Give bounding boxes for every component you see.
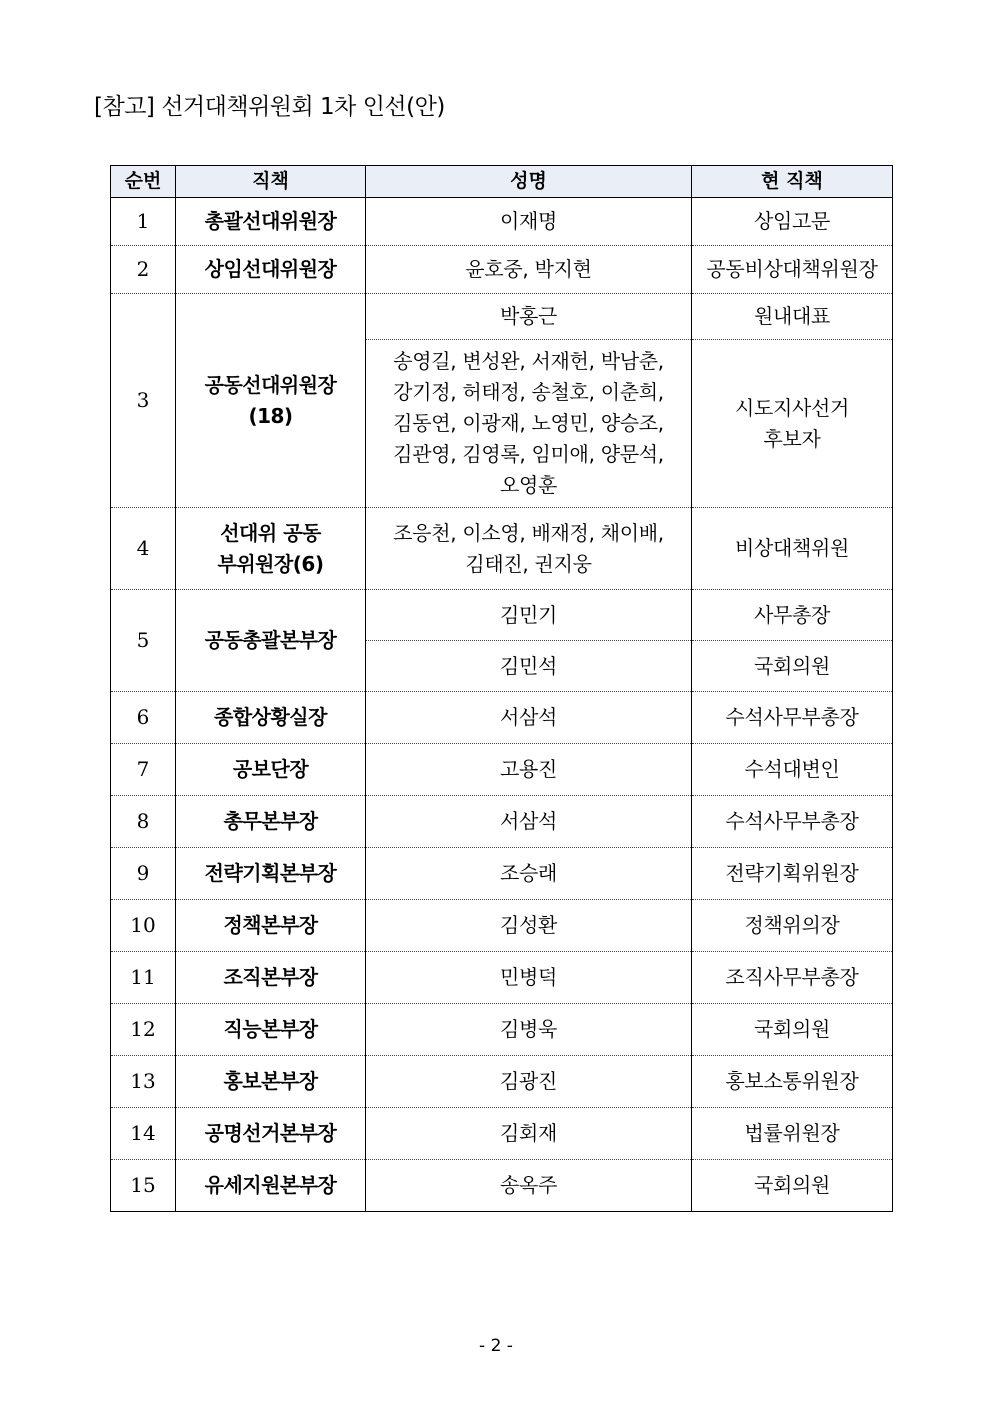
row-number: 14 <box>111 1108 176 1160</box>
row-number: 12 <box>111 1004 176 1056</box>
row-current-position: 정책위의장 <box>692 900 893 952</box>
row-number: 6 <box>111 692 176 744</box>
row-current-position: 공동비상대책위원장 <box>692 246 893 294</box>
table-row <box>111 294 893 340</box>
row-name: 김광진 <box>366 1056 692 1108</box>
current-line: 후보자 <box>763 426 821 451</box>
name-line: 오영훈 <box>499 473 558 497</box>
row-position: 공명선거본부장 <box>176 1108 366 1160</box>
row-number: 13 <box>111 1056 176 1108</box>
row-name: 김성환 <box>366 900 692 952</box>
row-position: 종합상황실장 <box>176 692 366 744</box>
table-header-row <box>111 166 893 198</box>
row-position: 총무본부장 <box>176 796 366 848</box>
row-name: 이재명 <box>366 198 692 246</box>
row-current-position: 상임고문 <box>692 198 893 246</box>
row-current-position: 국회의원 <box>692 1004 893 1056</box>
row-position: 상임선대위원장 <box>176 246 366 294</box>
row-position: 공동총괄본부장 <box>176 590 366 692</box>
table-row <box>111 1004 893 1056</box>
table-row <box>111 1108 893 1160</box>
row-position: 홍보본부장 <box>176 1056 366 1108</box>
row-position-line: 선대위 공동 <box>220 520 321 545</box>
row-name: 윤호중, 박지현 <box>366 246 692 294</box>
row-name: 민병덕 <box>366 952 692 1004</box>
row-current-position: 법률위원장 <box>692 1108 893 1160</box>
table-row <box>111 1056 893 1108</box>
row-name: 고용진 <box>366 744 692 796</box>
page-title: [참고] 선거대책위원회 1차 인선(안) <box>94 94 445 120</box>
row-position: 공보단장 <box>176 744 366 796</box>
row-name: 조승래 <box>366 848 692 900</box>
table-row <box>111 246 893 294</box>
row-name: 김병욱 <box>366 1004 692 1056</box>
row-number: 5 <box>111 590 176 692</box>
row-name: 박홍근 <box>366 294 692 340</box>
row-current-position: 사무총장 <box>692 590 893 641</box>
table-row <box>111 900 893 952</box>
name-line: 김태진, 권지웅 <box>465 551 592 576</box>
name-line: 강기정, 허태정, 송철호, 이춘희, <box>393 380 664 404</box>
name-line: 송영길, 변성완, 서재헌, 박남춘, <box>393 349 664 373</box>
row-number: 2 <box>111 246 176 294</box>
row-name-list <box>366 340 692 508</box>
row-position-line: (18) <box>248 403 293 428</box>
row-position <box>176 508 366 590</box>
row-position: 조직본부장 <box>176 952 366 1004</box>
row-position-line: 공동선대위원장 <box>204 372 337 397</box>
row-current-position: 수석사무부총장 <box>692 692 893 744</box>
row-current-position: 홍보소통위원장 <box>692 1056 893 1108</box>
row-current-position: 원내대표 <box>692 294 893 340</box>
table-row <box>111 848 893 900</box>
row-position: 직능본부장 <box>176 1004 366 1056</box>
table-row <box>111 796 893 848</box>
table-row <box>111 744 893 796</box>
row-number: 11 <box>111 952 176 1004</box>
table-row <box>111 590 893 641</box>
row-position: 정책본부장 <box>176 900 366 952</box>
row-number: 7 <box>111 744 176 796</box>
row-position: 총괄선대위원장 <box>176 198 366 246</box>
row-current-position: 수석대변인 <box>692 744 893 796</box>
header-position: 직책 <box>176 166 366 198</box>
table-row <box>111 198 893 246</box>
header-number: 순번 <box>111 166 176 198</box>
row-position-line: 부위원장(6) <box>217 551 324 576</box>
row-number: 10 <box>111 900 176 952</box>
row-number: 3 <box>111 294 176 508</box>
row-name: 김회재 <box>366 1108 692 1160</box>
row-number: 9 <box>111 848 176 900</box>
row-current-position: 조직사무부총장 <box>692 952 893 1004</box>
row-current-position: 전략기획위원장 <box>692 848 893 900</box>
row-name: 김민기 <box>366 590 692 641</box>
page-number: - 2 - <box>479 1336 513 1356</box>
row-name-list <box>366 508 692 590</box>
row-position: 유세지원본부장 <box>176 1160 366 1212</box>
row-number: 1 <box>111 198 176 246</box>
row-current-position: 국회의원 <box>692 1160 893 1212</box>
row-current-position <box>692 340 893 508</box>
appointment-table <box>110 165 893 1212</box>
name-line: 김관영, 김영록, 임미애, 양문석, <box>393 442 664 466</box>
name-line: 조응천, 이소영, 배재정, 채이배, <box>393 520 664 545</box>
row-current-position: 비상대책위원 <box>692 508 893 590</box>
table-row <box>111 692 893 744</box>
name-line: 김동연, 이광재, 노영민, 양승조, <box>393 411 664 435</box>
header-name: 성명 <box>366 166 692 198</box>
row-name: 서삼석 <box>366 796 692 848</box>
row-position: 전략기획본부장 <box>176 848 366 900</box>
row-number: 8 <box>111 796 176 848</box>
row-number: 15 <box>111 1160 176 1212</box>
row-name: 김민석 <box>366 641 692 692</box>
table-row <box>111 508 893 590</box>
row-name: 서삼석 <box>366 692 692 744</box>
row-current-position: 국회의원 <box>692 641 893 692</box>
table-row <box>111 1160 893 1212</box>
row-name: 송옥주 <box>366 1160 692 1212</box>
header-current-position: 현 직책 <box>692 166 893 198</box>
row-position <box>176 294 366 508</box>
row-current-position: 수석사무부총장 <box>692 796 893 848</box>
table-row <box>111 952 893 1004</box>
row-number: 4 <box>111 508 176 590</box>
current-line: 시도지사선거 <box>734 395 850 420</box>
